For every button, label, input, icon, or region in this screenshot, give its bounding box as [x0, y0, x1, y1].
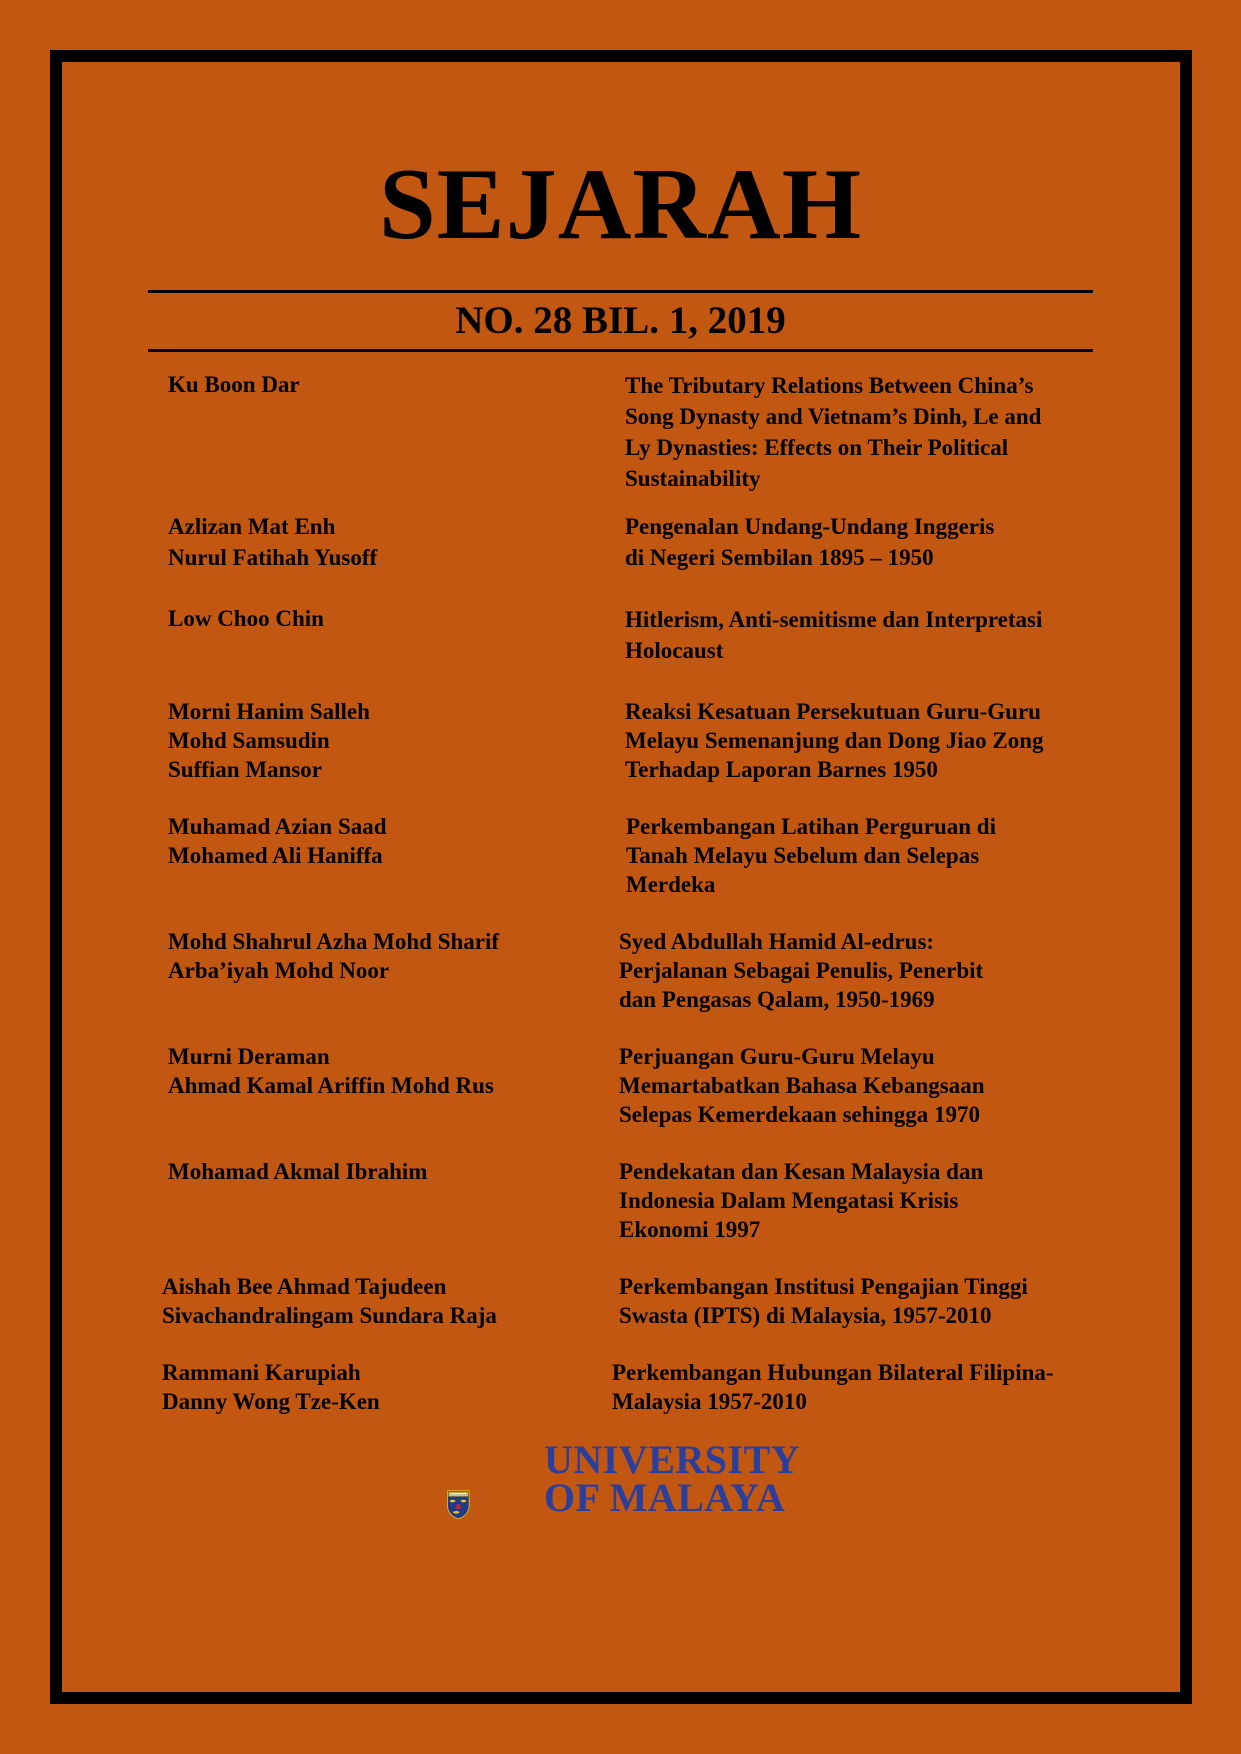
author-name: Mohamed Ali Haniffa [168, 843, 383, 868]
entry-title [619, 1157, 983, 1244]
title-line: di Negeri Sembilan 1895 – 1950 [625, 545, 934, 570]
title-line: Syed Abdullah Hamid Al-edrus: [619, 929, 935, 954]
title-line: Song Dynasty and Vietnam’s Dinh, Le and [625, 404, 1042, 429]
entry-authors [168, 1157, 427, 1186]
entry-authors [168, 604, 324, 633]
entry-title [619, 1272, 1028, 1330]
title-line: Ly Dynasties: Effects on Their Political [625, 435, 1009, 460]
title-line: Perkembangan Institusi Pengajian Tinggi [619, 1274, 1028, 1299]
wordmark-line: UNIVERSITY [544, 1437, 801, 1482]
entry-title [625, 604, 1042, 666]
author-name: Mohd Shahrul Azha Mohd Sharif [168, 929, 500, 954]
author-name: Muhamad Azian Saad [168, 814, 387, 839]
author-name: Low Choo Chin [168, 606, 324, 631]
university-crest-icon [447, 1447, 537, 1562]
bottom-rule [148, 349, 1093, 352]
title-line: Memartabatkan Bahasa Kebangsaan [619, 1073, 985, 1098]
entry-authors [168, 1042, 494, 1100]
entry-title [626, 812, 996, 899]
author-name: Sivachandralingam Sundara Raja [162, 1303, 497, 1328]
author-name: Mohd Samsudin [168, 728, 330, 753]
entry-authors [168, 697, 370, 784]
author-name: Morni Hanim Salleh [168, 699, 370, 724]
title-line: Pengenalan Undang-Undang Inggeris [625, 514, 995, 539]
wordmark-line: OF MALAYA [544, 1475, 786, 1520]
entry-authors [162, 1358, 380, 1416]
entry-title [619, 927, 983, 1014]
author-name: Ku Boon Dar [168, 372, 300, 397]
entry-authors [162, 1272, 497, 1330]
author-name: Murni Deraman [168, 1044, 330, 1069]
title-line: Perjuangan Guru-Guru Melayu [619, 1044, 935, 1069]
entry-title [625, 370, 1041, 494]
author-name: Rammani Karupiah [162, 1360, 361, 1385]
university-wordmark [544, 1437, 801, 1520]
title-line: Pendekatan dan Kesan Malaysia dan [619, 1159, 984, 1184]
title-line: Selepas Kemerdekaan sehingga 1970 [619, 1102, 980, 1127]
issue-number: NO. 28 BIL. 1, 2019 [455, 299, 786, 342]
entry-title [619, 1042, 984, 1129]
entry-authors [168, 370, 300, 399]
entry-title [625, 697, 1044, 784]
title-line: Hitlerism, Anti-semitisme dan Interpretasi [625, 607, 1043, 632]
entry-title [625, 511, 994, 573]
title-line: Perkembangan Latihan Perguruan di [626, 814, 996, 839]
title-line: Malaysia 1957-2010 [612, 1389, 807, 1414]
title-line: Perkembangan Hubungan Bilateral Filipina- [612, 1360, 1054, 1385]
author-name: Azlizan Mat Enh [168, 514, 336, 539]
entry-authors [168, 927, 499, 985]
title-line: Holocaust [625, 638, 724, 663]
author-name: Mohamad Akmal Ibrahim [168, 1159, 428, 1184]
title-line: dan Pengasas Qalam, 1950-1969 [619, 987, 935, 1012]
author-name: Ahmad Kamal Ariffin Mohd Rus [168, 1073, 494, 1098]
journal-title: SEJARAH [378, 148, 863, 261]
title-line: Perjalanan Sebagai Penulis, Penerbit [619, 958, 984, 983]
title-line: Terhadap Laporan Barnes 1950 [625, 757, 938, 782]
entry-authors [168, 812, 387, 870]
title-line: Indonesia Dalam Mengatasi Krisis [619, 1188, 959, 1213]
title-line: Sustainability [625, 466, 761, 491]
entry-authors [168, 511, 377, 573]
author-name: Aishah Bee Ahmad Tajudeen [162, 1274, 447, 1299]
author-name: Suffian Mansor [168, 757, 322, 782]
author-name: Arba’iyah Mohd Noor [168, 958, 390, 983]
title-line: Reaksi Kesatuan Persekutuan Guru-Guru [625, 699, 1041, 724]
title-line: Melayu Semenanjung dan Dong Jiao Zong [625, 728, 1044, 753]
top-rule [148, 290, 1093, 293]
author-name: Danny Wong Tze-Ken [162, 1389, 380, 1414]
title-line: Ekonomi 1997 [619, 1217, 761, 1242]
author-name: Nurul Fatihah Yusoff [168, 545, 378, 570]
title-line: Tanah Melayu Sebelum dan Selepas [626, 843, 980, 868]
title-line: Merdeka [626, 872, 716, 897]
entry-title [612, 1358, 1054, 1416]
title-line: Swasta (IPTS) di Malaysia, 1957-2010 [619, 1303, 992, 1328]
title-line: The Tributary Relations Between China’s [625, 373, 1034, 398]
